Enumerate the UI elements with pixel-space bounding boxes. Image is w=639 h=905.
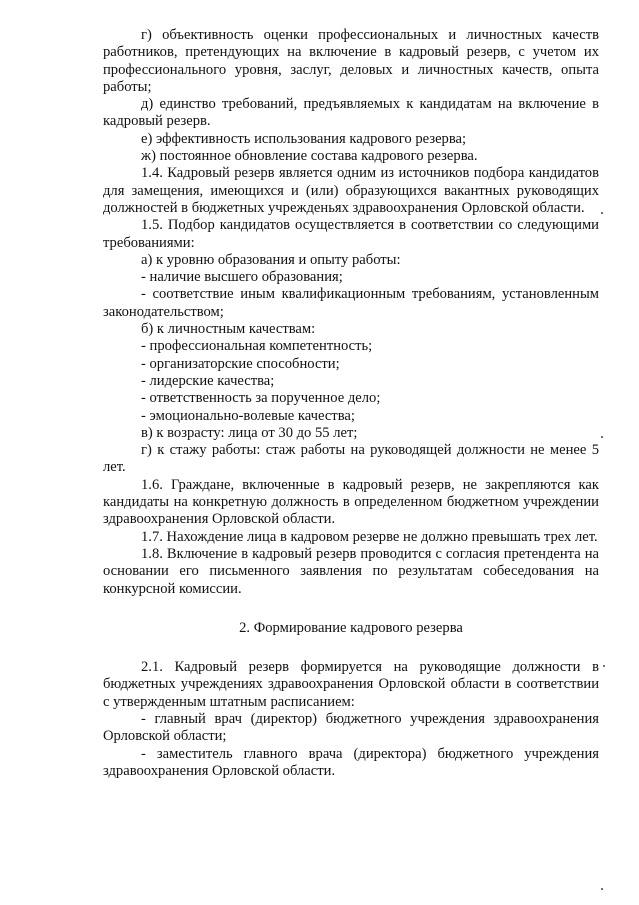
- list-item-higher-education: - наличие высшего образования;: [141, 269, 343, 286]
- paragraph-1g: г) объективность оценки профессиональных и личностных качеств работников, претендующих на включение в кадровый резерв, с учетом их профессионального уровня, заслуг, деловых и личностных качеств, опыта работы;: [103, 27, 599, 95]
- paragraph-1-5: 1.5. Подбор кандидатов осуществляется в соответствии со следующими требованиями:: [103, 217, 599, 251]
- list-item-leadership: - лидерские качества;: [141, 372, 275, 389]
- scan-speck: [601, 212, 603, 214]
- scan-speck: [603, 665, 605, 667]
- list-item-personal-qualities: б) к личностным качествам:: [141, 321, 316, 338]
- paragraph-1-6: 1.6. Граждане, включенные в кадровый резерв, не закрепляются как кандидаты на конкретную должность в определенном бюджетном учреждении здравоохранения Орловской области.: [103, 476, 599, 528]
- list-item-qualification: - соответствие иным квалификационным требованиям, установленным законодательством;: [103, 286, 599, 320]
- list-item-chief-doctor: - главный врач (директор) бюджетного учреждения здравоохранения Орловской области;: [103, 710, 599, 745]
- list-item-competence: - профессиональная компетентность;: [141, 338, 373, 355]
- list-item-responsibility: - ответственность за порученное дело;: [141, 390, 381, 407]
- document-page: [103, 27, 599, 780]
- paragraph-1-8: 1.8. Включение в кадровый резерв проводится с согласия претендента на основании его письменного заявления по результатам собеседования на конкурсной комиссии.: [103, 545, 599, 597]
- section-heading: 2. Формирование кадрового резерва: [239, 619, 463, 636]
- list-item-age: в) к возрасту: лица от 30 до 55 лет;: [141, 424, 358, 441]
- paragraph-1-7: 1.7. Нахождение лица в кадровом резерве не должно превышать трех лет.: [141, 528, 598, 545]
- scan-speck: [601, 888, 603, 890]
- list-item-deputy-chief: - заместитель главного врача (директора) бюджетного учреждения здравоохранения Орловской области.: [103, 745, 599, 779]
- paragraph-1e: е) эффективность использования кадрового резерва;: [141, 130, 467, 147]
- scan-speck: [601, 436, 603, 438]
- spacer: [103, 637, 599, 659]
- paragraph-1-4: 1.4. Кадровый резерв является одним из источников подбора кандидатов для замещения, имеющихся и (или) образующихся вакантных руководящих должностей в бюджетных учрежденьях здравоохранения Орловской области.: [103, 165, 599, 216]
- paragraph-1zh: ж) постоянное обновление состава кадрового резерва.: [141, 148, 478, 165]
- paragraph-2-1: 2.1. Кадровый резерв формируется на руководящие должности в бюджетных учреждениях здравоохранения Орловской области в соответствии с утвержденным штатным расписанием:: [103, 659, 599, 710]
- list-item-experience: г) к стажу работы: стаж работы на руководящей должности не менее 5 лет.: [103, 442, 599, 476]
- list-item-emotional: - эмоционально-волевые качества;: [141, 407, 355, 424]
- paragraph-1d: д) единство требований, предъявляемых к кандидатам на включение в кадровый резерв.: [103, 96, 599, 130]
- list-item-education: а) к уровню образования и опыту работы:: [141, 251, 401, 268]
- list-item-organizational: - организаторские способности;: [141, 355, 340, 372]
- section-2-body: [103, 659, 599, 780]
- spacer: [103, 598, 599, 620]
- section-1-body: [103, 27, 599, 598]
